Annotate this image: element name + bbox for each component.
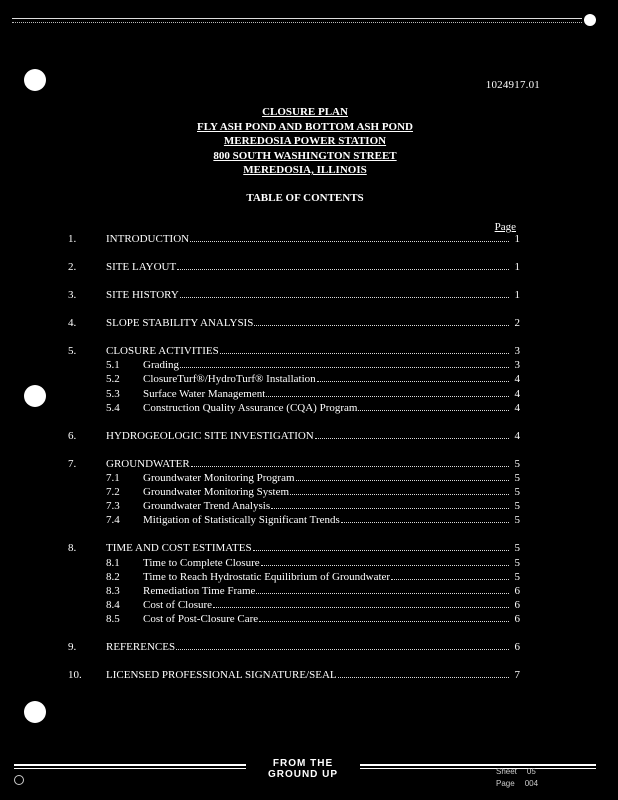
toc-page-number: 1	[514, 288, 520, 301]
toc-label: REFERENCES	[106, 641, 176, 654]
toc-label: SLOPE STABILITY ANALYSIS	[106, 316, 254, 329]
toc-number: 8.5	[106, 613, 120, 626]
toc-number: 7.2	[106, 486, 120, 499]
toc-page-number: 2	[514, 316, 520, 329]
toc-leader-dots	[190, 240, 509, 242]
toc-label: Surface Water Management	[143, 387, 266, 400]
toc-number: 8.2	[106, 570, 120, 583]
toc-number: 5.4	[106, 401, 120, 414]
title-line: MEREDOSIA, ILLINOIS	[243, 164, 367, 176]
toc-number: 4.	[68, 316, 77, 329]
toc-page-number: 4	[514, 429, 520, 442]
footer-rule	[14, 768, 246, 769]
toc-subsection-entry	[68, 402, 520, 416]
title-line: FLY ASH POND AND BOTTOM ASH POND	[197, 120, 413, 133]
toc-leader-dots	[213, 606, 509, 608]
toc-label: Cost of Post-Closure Care	[143, 613, 259, 626]
toc-subsection-entry	[68, 373, 520, 387]
toc-number: 8.4	[106, 599, 120, 612]
toc-section-entry	[68, 641, 520, 655]
toc-leader-dots	[176, 648, 509, 650]
document-title-block	[100, 105, 510, 178]
toc-number: 9.	[68, 641, 77, 654]
toc-section-entry	[68, 669, 520, 683]
toc-number: 2.	[68, 260, 77, 273]
toc-label: Remediation Time Frame	[143, 584, 256, 597]
toc-leader-dots	[180, 296, 509, 298]
toc-subsection-entry	[68, 486, 520, 500]
toc-page-number: 5	[514, 570, 520, 583]
toc-number: 7.	[68, 457, 77, 470]
toc-section-entry	[68, 289, 520, 303]
toc-section-entry	[68, 261, 520, 275]
toc-page-number: 6	[514, 613, 520, 626]
corner-mark-icon	[584, 14, 596, 26]
page-value: 004	[524, 779, 539, 788]
toc-leader-dots	[338, 676, 509, 678]
toc-label: Groundwater Monitoring System	[143, 486, 290, 499]
toc-page-number: 1	[514, 260, 520, 273]
toc-subsection-entry	[68, 585, 520, 599]
toc-page-number: 5	[514, 471, 520, 484]
toc-label: Groundwater Monitoring Program	[143, 471, 295, 484]
toc-leader-dots	[290, 493, 509, 495]
toc-leader-dots	[191, 465, 509, 467]
toc-number: 3.	[68, 288, 77, 301]
footer-slogan: FROM THE GROUND UP	[267, 758, 339, 780]
toc-leader-dots	[256, 592, 509, 594]
toc-number: 1.	[68, 233, 77, 245]
toc-leader-dots	[296, 479, 509, 481]
page-footer	[14, 758, 600, 798]
toc-label: SITE HISTORY	[106, 288, 179, 301]
toc-page-number: 4	[514, 401, 520, 414]
toc-leader-dots	[261, 564, 509, 566]
toc-heading: TABLE OF CONTENTS	[246, 192, 364, 204]
toc-page-number: 5	[514, 457, 520, 470]
toc-leader-dots	[266, 395, 509, 397]
toc-leader-dots	[220, 352, 509, 354]
footer-rule	[14, 764, 246, 766]
toc-leader-dots	[391, 578, 509, 580]
toc-number: 10.	[68, 669, 82, 682]
toc-label: GROUNDWATER	[106, 457, 190, 470]
toc-label: HYDROGEOLOGIC SITE INVESTIGATION	[106, 429, 314, 442]
toc-subsection-entry	[68, 500, 520, 514]
toc-number: 5.1	[106, 359, 120, 372]
toc-section-entry	[68, 458, 520, 472]
toc-number: 7.1	[106, 471, 120, 484]
footer-rule	[360, 768, 596, 769]
toc-section-entry	[68, 345, 520, 359]
punch-hole-icon	[24, 69, 46, 91]
toc-label: Cost of Closure	[143, 599, 213, 612]
toc-page-number: 6	[514, 599, 520, 612]
toc-number: 5.2	[106, 373, 120, 386]
toc-label: SITE LAYOUT	[106, 260, 177, 273]
toc-section-entry	[68, 233, 520, 247]
toc-number: 8.1	[106, 556, 120, 569]
toc-section-entry	[68, 542, 520, 556]
toc-leader-dots	[315, 437, 509, 439]
page-column-label: Page	[494, 221, 516, 233]
table-of-contents	[68, 233, 520, 683]
toc-label: Mitigation of Statistically Significant Trends	[143, 514, 340, 527]
sheet-label: Sheet	[496, 767, 517, 776]
toc-page-number: 5	[514, 500, 520, 513]
toc-subsection-entry	[68, 557, 520, 571]
toc-number: 8.3	[106, 584, 120, 597]
toc-label: Construction Quality Assurance (CQA) Program	[143, 401, 358, 414]
toc-leader-dots	[358, 409, 509, 411]
toc-page-number: 5	[514, 514, 520, 527]
toc-leader-dots	[177, 268, 509, 270]
header-dotted-line	[12, 22, 582, 23]
company-logo	[14, 775, 26, 785]
punch-hole-icon	[24, 385, 46, 407]
toc-page-number: 3	[514, 359, 520, 372]
title-line: CLOSURE PLAN	[262, 106, 348, 118]
toc-label: Groundwater Trend Analysis	[143, 500, 271, 513]
toc-label: CLOSURE ACTIVITIES	[106, 344, 219, 357]
toc-subsection-entry	[68, 599, 520, 613]
toc-leader-dots	[180, 366, 509, 368]
toc-page-number: 6	[514, 641, 520, 654]
title-line: 800 SOUTH WASHINGTON STREET	[213, 149, 397, 162]
toc-leader-dots	[341, 521, 509, 523]
toc-leader-dots	[259, 620, 509, 622]
toc-label: Grading	[143, 359, 180, 372]
toc-section-entry	[68, 317, 520, 331]
top-header-rule	[12, 14, 596, 28]
toc-page-number: 6	[514, 584, 520, 597]
toc-subsection-entry	[68, 359, 520, 373]
toc-number: 7.4	[106, 514, 120, 527]
toc-number: 7.3	[106, 500, 120, 513]
title-line: MEREDOSIA POWER STATION	[223, 135, 387, 147]
punch-hole-icon	[24, 701, 46, 723]
toc-section-entry	[68, 430, 520, 444]
toc-subsection-entry	[68, 571, 520, 585]
toc-label: Time to Reach Hydrostatic Equilibrium of Groundwater	[143, 570, 391, 583]
toc-subsection-entry	[68, 514, 520, 528]
toc-label: Time to Complete Closure	[143, 556, 260, 569]
logo-icon	[14, 775, 24, 785]
toc-page-number: 5	[514, 542, 520, 555]
toc-page-number: 1	[514, 233, 520, 245]
toc-label: INTRODUCTION	[106, 233, 190, 245]
toc-label: TIME AND COST ESTIMATES	[106, 542, 252, 555]
toc-subsection-entry	[68, 388, 520, 402]
toc-leader-dots	[317, 380, 509, 382]
header-line	[12, 18, 582, 19]
toc-subsection-entry	[68, 613, 520, 627]
toc-page-number: 5	[514, 556, 520, 569]
toc-leader-dots	[254, 324, 509, 326]
toc-number: 5.	[68, 344, 77, 357]
toc-page-number: 4	[514, 387, 520, 400]
toc-leader-dots	[271, 507, 509, 509]
toc-leader-dots	[253, 549, 509, 551]
toc-subsection-entry	[68, 472, 520, 486]
toc-page-number: 7	[514, 669, 520, 682]
toc-label: LICENSED PROFESSIONAL SIGNATURE/SEAL	[106, 669, 337, 682]
toc-page-number: 4	[514, 373, 520, 386]
toc-page-number: 3	[514, 344, 520, 357]
toc-label: ClosureTurf®/HydroTurf® Installation	[143, 373, 316, 386]
footer-rule	[360, 764, 596, 766]
document-number: 1024917.01	[485, 79, 540, 91]
toc-number: 6.	[68, 429, 77, 442]
sheet-value: 05	[526, 767, 536, 776]
toc-number: 5.3	[106, 387, 120, 400]
toc-number: 8.	[68, 542, 77, 555]
toc-page-number: 5	[514, 486, 520, 499]
page-label: Page	[496, 779, 515, 788]
sheet-page-labels	[496, 766, 538, 790]
